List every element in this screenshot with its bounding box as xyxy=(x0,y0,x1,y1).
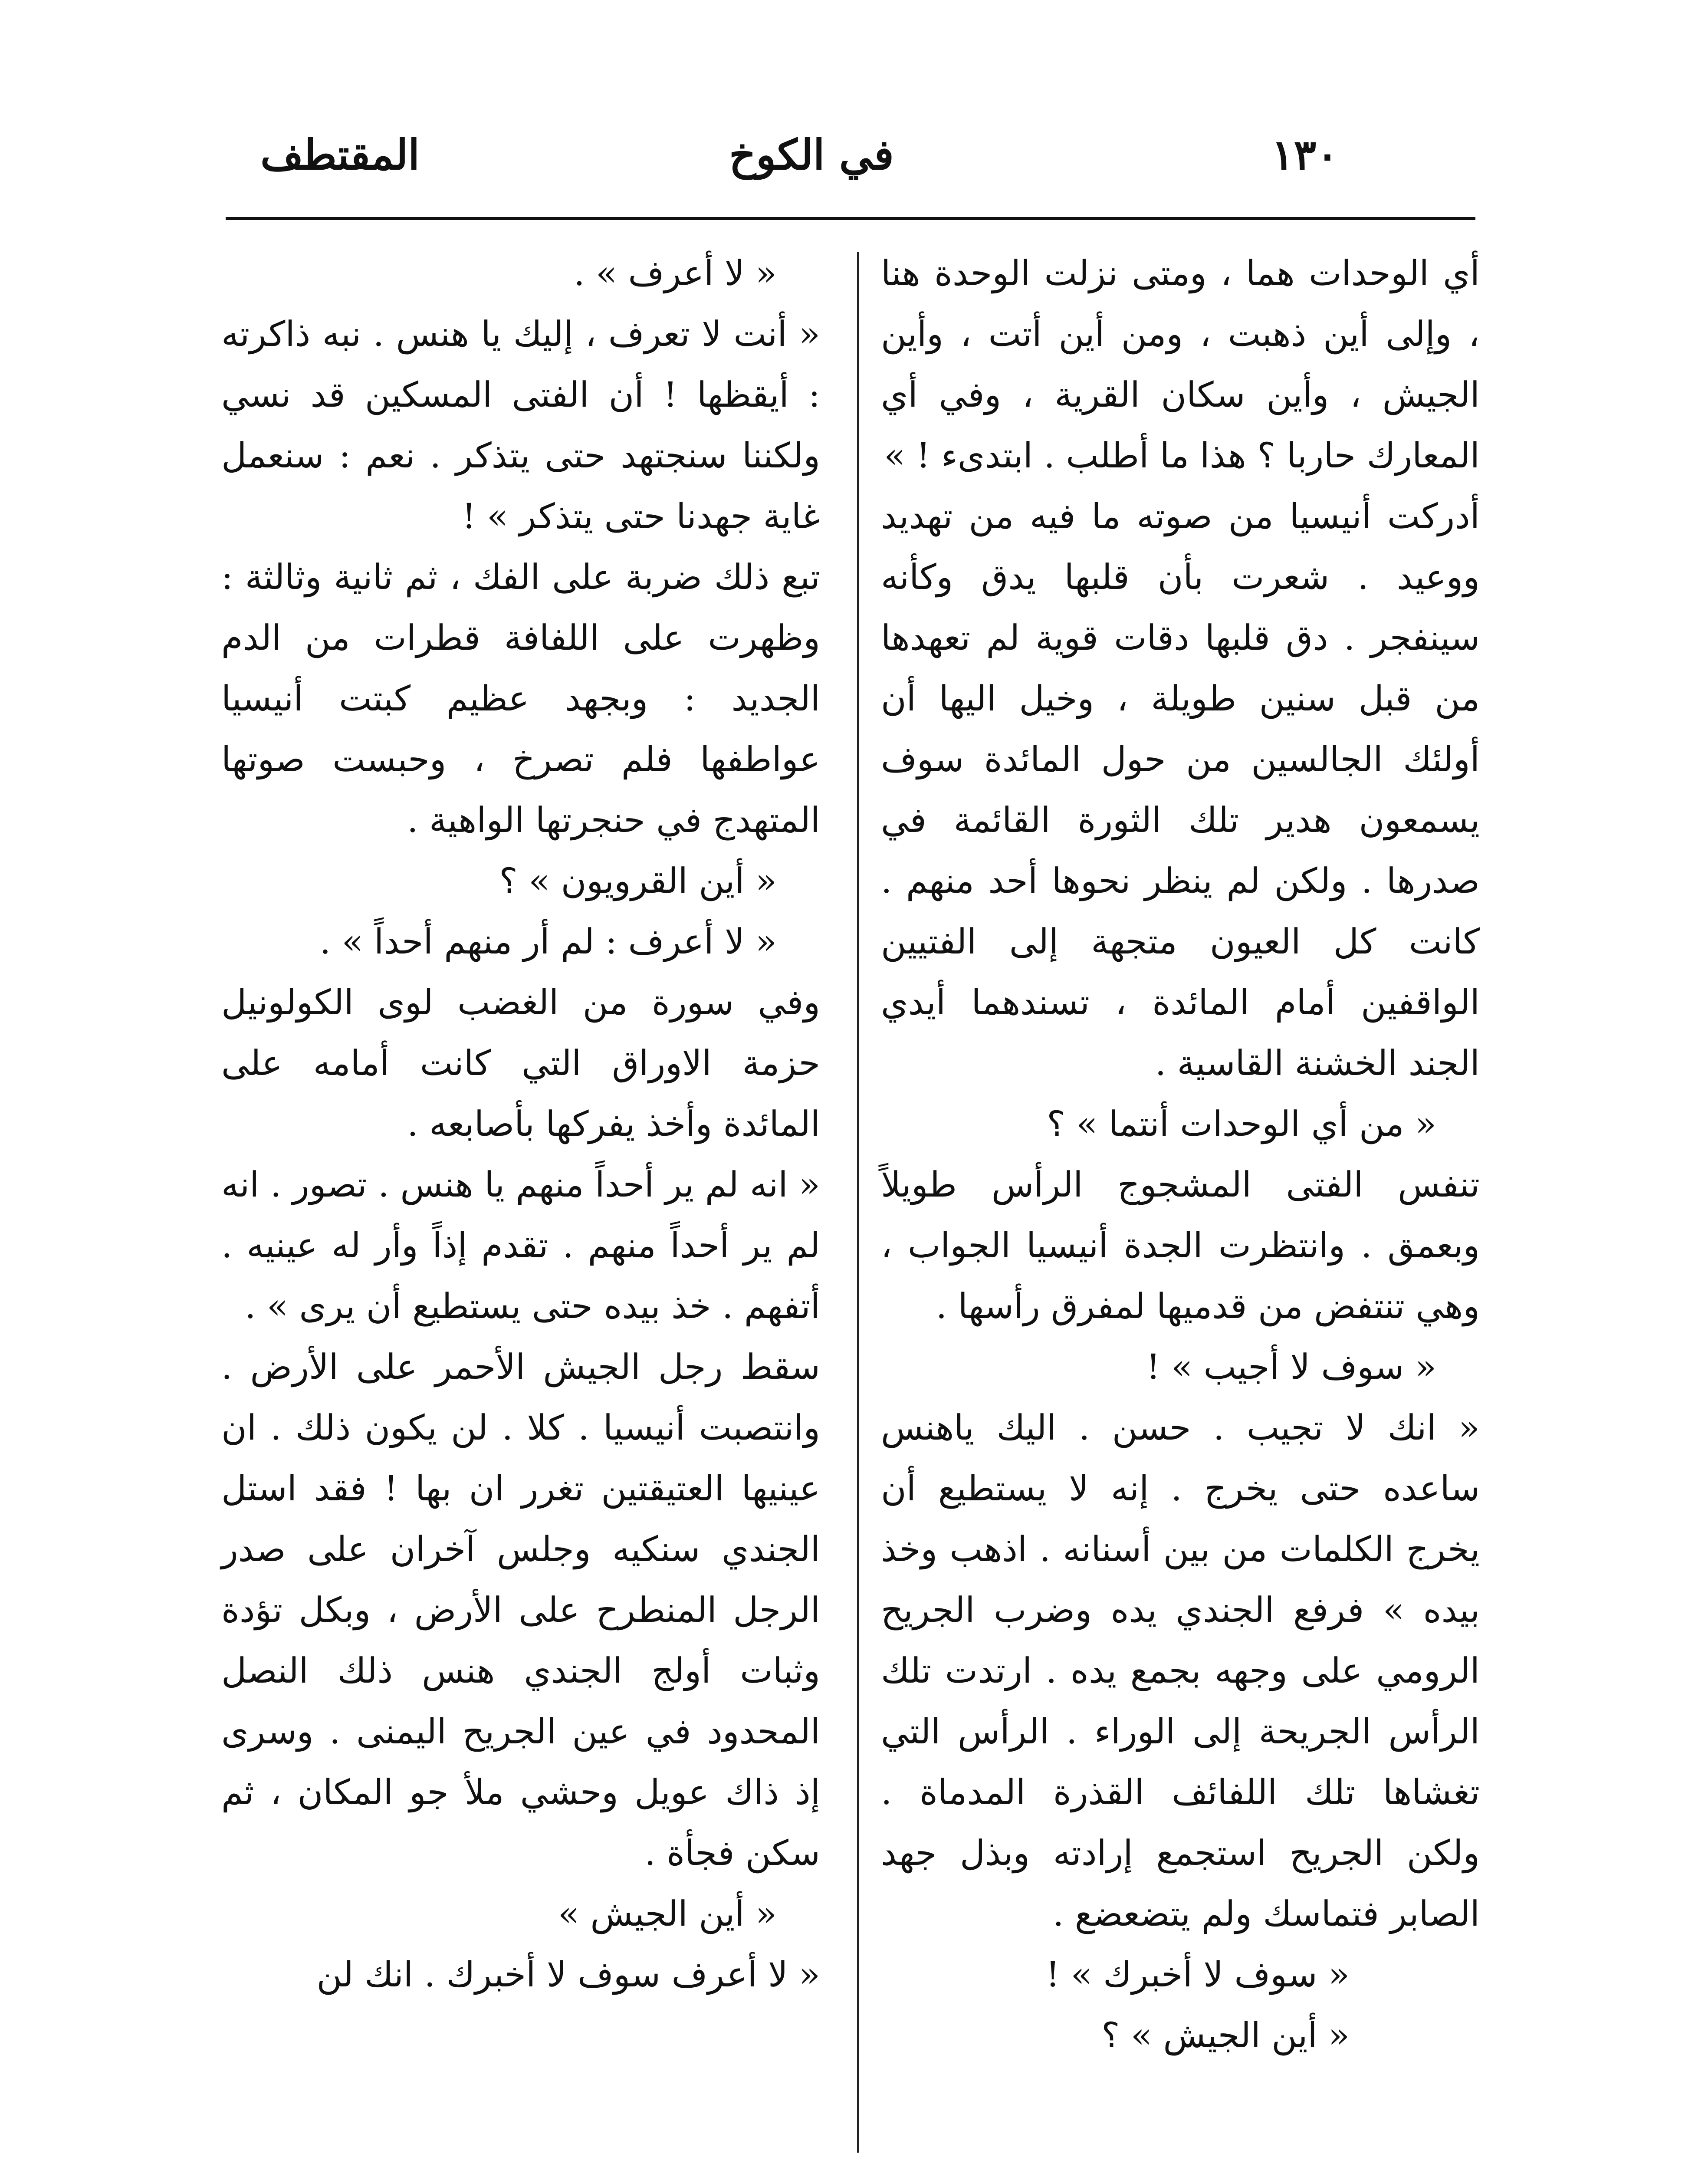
quote-line: « أين الجيش » ؟ xyxy=(1101,2015,1350,2055)
quote-line: « من أي الوحدات أنتما » ؟ xyxy=(1047,1104,1436,1144)
paragraph: تنفس الفتى المشجوج الرأس طويلاً وبعمق . وانتظرت الجدة أنيسيا الجواب ، وهي تنتفض من قدميها لمفرق رأسها . xyxy=(881,1164,1480,1326)
quote-line: « سوف لا أخبرك » ! xyxy=(1046,1954,1350,1995)
page-title: في الكوخ xyxy=(729,130,894,179)
paragraph: أدركت أنيسيا من صوته ما فيه من تهديد ووعيد . شعرت بأن قلبها يدق وكأنه سينفجر . دق قلبها دقات قوية لم تعهدها من قبل سنين طويلة ، وخيل اليها أن أولئك الجالسين من حول المائدة سوف يسمعون هدير تلك الثورة القائمة في صدرها . ولكن لم ينظر نحوها أحد منهم . كانت كل العيون متجهة إلى الفتيين الواقفين أمام المائدة ، تسندهما أيدي الجند الخشنة القاسية . xyxy=(881,496,1480,1083)
paragraph: « أنت لا تعرف ، إليك يا هنس . نبه ذاكرته : أيقظها ! أن الفتى المسكين قد نسي ولكننا سنجتهد حتى يتذكر . نعم : سنعمل غاية جهدنا حتى يتذكر » ! xyxy=(221,314,820,536)
paragraph: « انه لم ير أحداً منهم يا هنس . تصور . انه لم ير أحداً منهم . تقدم إذاً وأر له عينيه . أتفهم . خذ بيده حتى يستطيع أن يرى » . xyxy=(221,1164,821,1326)
right-column xyxy=(881,243,1480,2066)
paragraph: وفي سورة من الغضب لوى الكولونيل حزمة الاوراق التي كانت أمامه على المائدة وأخذ يفركها بأصابعه . xyxy=(221,982,820,1144)
paragraph: « انك لا تجيب . حسن . اليك ياهنس ساعده حتى يخرج . إنه لا يستطيع أن يخرج الكلمات من بين أسنانه . اذهب وخذ بيده » فرفع الجندي يده وضرب الجريح الرومي على وجهه بجمع يده . ارتدت تلك الرأس الجريحة إلى الوراء . الرأس التي تغشاها تلك اللفائف القذرة المدماة . ولكن الجريح استجمع إرادته وبذل جهد الصابر فتماسك ولم يتضعضع . xyxy=(881,1407,1480,1934)
paragraph: أي الوحدات هما ، ومتى نزلت الوحدة هنا ، وإلى أين ذهبت ، ومن أين أتت ، وأين الجيش ، وأين سكان القرية ، وفي أي المعارك حاربا ؟ هذا ما أطلب . ابتدىء ! » xyxy=(881,253,1480,476)
quote-line: « لا أعرف » . xyxy=(574,253,777,293)
quote-line: « أين الجيش » xyxy=(558,1894,777,1934)
column-divider xyxy=(857,252,859,2153)
quote-line: « أين القرويون » ؟ xyxy=(499,861,777,901)
paragraph: « لا أعرف سوف لا أخبرك . انك لن xyxy=(316,1954,820,1995)
paragraph: تبع ذلك ضربة على الفك ، ثم ثانية وثالثة : وظهرت على اللفافة قطرات من الدم الجديد : وبجهد عظيم كبتت أنيسيا عواطفها فلم تصرخ ، وحبست صوتها المتهدج في حنجرتها الواهية . xyxy=(221,557,820,840)
journal-name: المقتطف xyxy=(260,130,420,179)
paragraph: سقط رجل الجيش الأحمر على الأرض . وانتصبت أنيسيا . كلا . لن يكون ذلك . ان عينيها العتيقتين تغرر ان بها ! فقد استل الجندي سنكيه وجلس آخران على صدر الرجل المنطرح على الأرض ، وبكل تؤدة وثبات أولج الجندي هنس ذلك النصل المحدود في عين الجريح اليمنى . وسرى إذ ذاك عويل وحشي ملأ جو المكان ، ثم سكن فجأة . xyxy=(221,1347,820,1873)
left-column xyxy=(221,243,820,2005)
page-number: ١٣٠ xyxy=(1271,130,1339,179)
header-rule xyxy=(226,217,1475,220)
quote-line: « لا أعرف : لم أر منهم أحداً » . xyxy=(319,921,777,962)
quote-line: « سوف لا أجيب » ! xyxy=(1146,1347,1436,1387)
